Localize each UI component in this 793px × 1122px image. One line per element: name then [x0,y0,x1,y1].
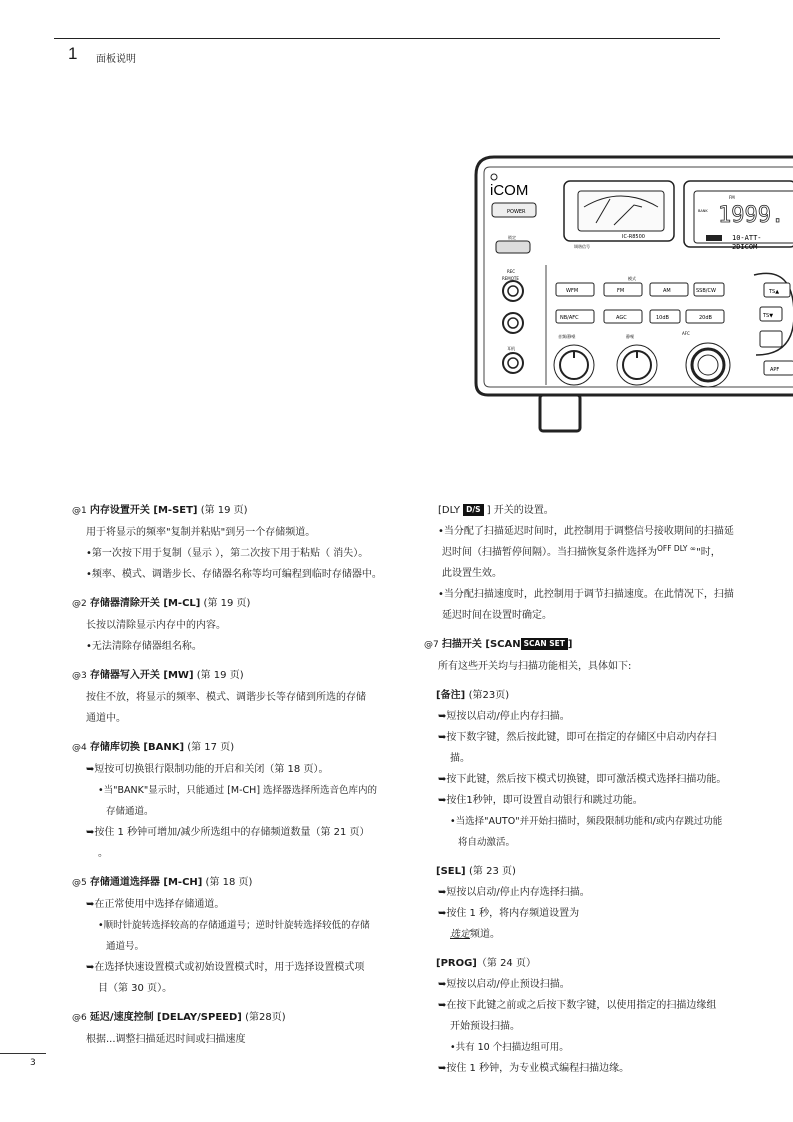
mode-button-wfm[interactable]: WFM [566,288,579,294]
bullet: •第一次按下用于复制（显示 ），第二次按下用于粘贴（ 消失）。 [86,548,369,559]
body-text: 延迟时间在设置时确定。 [442,610,552,621]
arrow-item: ➥按住 1 秒，将内存频道设置为 [438,908,580,919]
phones-label: 耳机 [507,346,515,351]
arrow-item: ➥在正常使用中选择存储通道。 [86,899,225,910]
scan-set-badge: SCAN SET [521,638,568,650]
off-dly-symbol: OFF DLY ∞ [657,543,697,553]
ts-up-button[interactable]: TS▲ [769,289,780,295]
power-label: POWER [507,209,526,215]
arrow-item: ➥按住1秒钟，即可设置自动银行和跳过功能。 [438,795,643,806]
arrow-item: ➥短按以启动/停止预设扫描。 [438,979,570,990]
mode-buttons [556,283,724,296]
note: 存储通道。 [106,806,154,817]
ts-down-button[interactable]: TS▼ [763,313,774,319]
section-head: @2 存储器清除开关 [M-CL] (第 19 页) [72,598,251,609]
section-head: @3 存储器写入开关 [MW] (第 19 页) [72,670,244,681]
note: 通道号。 [106,941,145,952]
right-column [424,500,754,1079]
display-sub2: 2DICOM [732,243,758,251]
fm-label: FM [729,195,735,200]
bank-label: BANK [698,209,708,213]
section-head: @1 内存设置开关 [M-SET] (第 19 页) [72,505,248,516]
note: •共有 10 个扫描边组可用。 [450,1042,569,1053]
section-head: @7 扫描开关 [SCAN SCAN SET ] [424,639,573,650]
chapter-title: 面板说明 [96,54,136,65]
bullet: •频率、模式、调谐步长、存储器名称等均可编程到临时存储器中。 [86,569,382,580]
arrow-item: ➥按住 1 秒钟，为专业模式编程扫描边缘。 [438,1063,630,1074]
func-button-10db[interactable]: 10dB [656,315,669,321]
knob-label-squelch: 静噪 [626,334,634,339]
sub-head: [备注] (第23页) [436,690,510,701]
sub-head: [SEL] (第 23 页) [436,866,516,877]
section-head: @5 存储通道选择器 [M-CH] (第 18 页) [72,877,253,888]
body-text: 按住不放，将显示的频率、模式、调谐步长等存储到所选的存储 [86,692,366,703]
arrow-item: 描。 [450,753,470,764]
note: •当选择"AUTO"并开始扫描时，频段限制功能和/或内存跳过功能 [450,816,723,827]
display-sub: 10-ATT- [732,234,762,242]
func-button-nb[interactable]: NB/AFC [560,315,579,321]
remote-label: REMOTE [502,276,519,281]
arrow-item: ➥短按以启动/停止内存扫描。 [438,711,570,722]
frequency-display: 1999. [718,203,785,228]
model-label: IC-R8500 [622,234,645,240]
bullet: •当分配了扫描延迟时间时，此控制用于调整信号接收期间的扫描延 [438,526,734,537]
note: •顺时针旋转选择较高的存储通道号；逆时针旋转选择较低的存储 [98,920,370,931]
arrow-item: 。 [98,848,108,859]
signal-label: 调谐信号 [574,244,590,249]
arrow-item: 开始预设扫描。 [450,1021,520,1032]
left-column [72,500,402,1050]
arrow-item: ➥短按以启动/停止内存选择扫描。 [438,887,590,898]
knob-label-audio: 音频/静噪 [558,334,576,339]
mode-button-am[interactable]: AM [663,288,671,294]
mode-button-ssb[interactable]: SSB/CW [696,288,716,294]
body-text: 此设置生效。 [442,568,502,579]
knob-label-afc: AFC [682,331,690,336]
apf-button[interactable]: APF [770,367,780,373]
sub-head: [PROG]（第 24 页） [436,958,536,969]
lock-label: 锁定 [508,235,516,240]
ds-key-badge: D/S [463,504,483,516]
section-head: @4 存储库切换 [BANK] (第 17 页) [72,742,235,753]
note: 将自动激活。 [458,837,516,848]
bullet: •当分配扫描速度时，此控制用于调节扫描速度。在此情况下，扫描 [438,589,734,600]
body-text: 迟时间（扫描暂停间隔）。当扫描恢复条件选择为OFF DLY ∞"时， [442,543,721,558]
footer-rule [0,1053,46,1054]
arrow-item: ➥按住 1 秒钟可增加/减少所选组中的存储频道数量（第 21 页） [86,827,370,838]
body-text: 长按以清除显示内存中的内容。 [86,620,226,631]
bullet: •无法清除存储器组名称。 [86,641,202,652]
func-button-20db[interactable]: 20dB [699,315,712,321]
body-text: [DLY D/S ] 开关的设置。 [438,505,554,516]
chapter-number: 1 [68,44,78,63]
arrow-item: ➥按下数字键，然后按此键，即可在指定的存储区中启动内存扫 [438,732,717,743]
arrow-item: 选定频道。 [450,929,500,940]
body-text: 用于将显示的频率"复制并粘贴"到另一个存储频道。 [86,527,316,538]
mode-button-fm[interactable]: FM [617,288,625,294]
mode-label: 模式 [628,276,636,281]
note: •当"BANK"显示时，只能通过 [M-CH] 选择器选择所选音色库内的 [98,785,378,796]
section-head: @6 延迟/速度控制 [DELAY/SPEED] (第28页) [72,1012,286,1023]
arrow-item: ➥短按可切换银行限制功能的开启和关闭（第 18 页）。 [86,764,329,775]
radio-illustration [474,155,793,435]
arrow-item: ➥在选择快速设置模式或初始设置模式时，用于选择设置模式项 [86,962,365,973]
body-text: 所有这些开关均与扫描功能相关，具体如下: [438,661,632,672]
rec-label: REC [507,269,516,274]
body-text: 通道中。 [86,713,126,724]
body-text: 根据...调整扫描延迟时间或扫描速度 [86,1034,246,1045]
arrow-item: 目（第 30 页）。 [98,983,173,994]
header-rule [54,38,720,39]
func-button-agc[interactable]: AGC [616,315,627,321]
func-buttons [556,310,724,323]
arrow-item: ➥按下此键，然后按下模式切换键，即可激活模式选择扫描功能。 [438,774,727,785]
arrow-item: ➥在按下此键之前或之后按下数字键，以使用指定的扫描边缘组 [438,1000,717,1011]
page-number: 3 [30,1058,36,1068]
brand-logo: iCOM [490,182,529,199]
